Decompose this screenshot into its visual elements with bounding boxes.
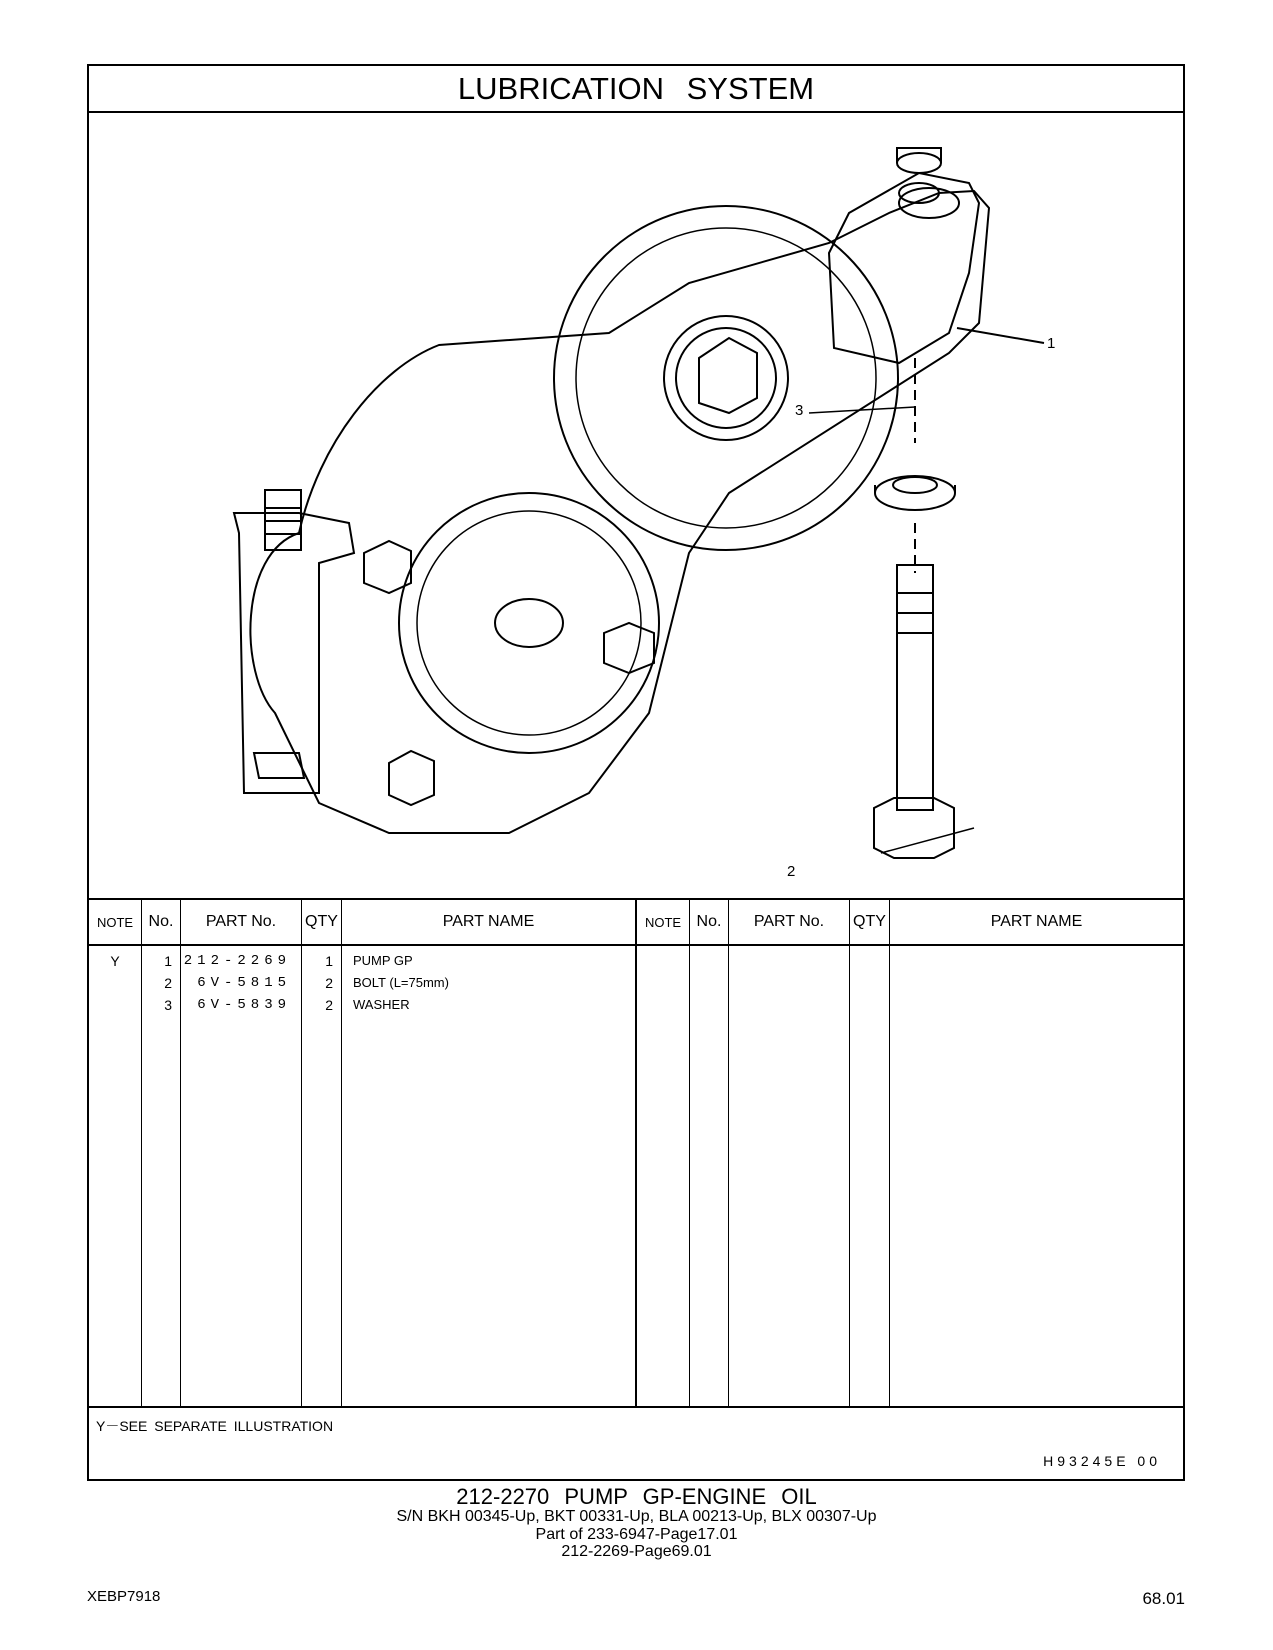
- col-partname-right: [890, 900, 1183, 1406]
- col-qty-right: [850, 900, 890, 1406]
- caption-title: 212-2270 PUMP GP-ENGINE OIL: [456, 1484, 817, 1509]
- header-no: No.: [142, 900, 180, 946]
- section-title: LUBRICATION SYSTEM: [89, 66, 1183, 113]
- row-1-part-name: PUMP GP: [353, 953, 413, 968]
- caption-ref: 212-2269-Page69.01: [561, 1543, 712, 1560]
- callout-2: 2: [787, 863, 796, 880]
- note-legend: Y－SEE SEPARATE ILLUSTRATION: [96, 1418, 334, 1434]
- header-part-no-right: PART No.: [729, 900, 849, 946]
- caption-part-of: Part of 233-6947-Page17.01: [535, 1526, 738, 1543]
- document-id: XEBP7918: [87, 1588, 161, 1605]
- bolt-head-bottom: [389, 751, 434, 805]
- drawing-id: H93245E 00: [1043, 1453, 1161, 1469]
- row-1-qty: 1: [325, 953, 333, 969]
- bolt-shank: [897, 565, 933, 810]
- header-part-no: PART No.: [181, 900, 301, 946]
- col-qty-left: [302, 900, 342, 1406]
- col-no-left: [142, 900, 181, 1406]
- row-2-qty: 2: [325, 975, 333, 991]
- col-no-right: [690, 900, 729, 1406]
- bolt-head: [874, 798, 954, 858]
- footnote-area: [89, 1406, 1183, 1481]
- callout-3: 3: [795, 402, 804, 419]
- row-3-note: [89, 994, 141, 1016]
- row-1-note: Y: [110, 953, 120, 969]
- row-3-part-no: 6V-5839: [197, 997, 291, 1013]
- caption-serials: S/N BKH 00345-Up, BKT 00331-Up, BLA 00213-Up, BLX 00307-Up: [396, 1508, 877, 1525]
- row-3-no: 3: [164, 997, 172, 1013]
- mounting-boss: [829, 173, 979, 363]
- header-qty: QTY: [302, 900, 341, 946]
- row-3-part-name: WASHER: [353, 997, 410, 1012]
- bolt-head-right: [604, 623, 654, 673]
- row-1-part-no: 212-2269: [183, 953, 291, 969]
- row-2-note: [89, 972, 141, 994]
- row-2-part-name: BOLT (L=75mm): [353, 975, 449, 990]
- row-2-no: 2: [164, 975, 172, 991]
- col-note-left: [89, 900, 142, 1406]
- col-note-right: [637, 900, 690, 1406]
- parts-page-frame: [87, 64, 1185, 1481]
- pump-illustration: [89, 113, 1183, 900]
- row-3-qty: 2: [325, 997, 333, 1013]
- col-partno-right: [729, 900, 850, 1406]
- row-2-part-no: 6V-5815: [197, 975, 291, 991]
- header-qty-right: QTY: [850, 900, 889, 946]
- gear-nut: [699, 338, 757, 413]
- row-1-no: 1: [164, 953, 172, 969]
- header-no-right: No.: [690, 900, 728, 946]
- callout-1: 1: [1047, 335, 1056, 352]
- header-part-name-right: PART NAME: [890, 900, 1183, 946]
- col-partname-left: [342, 900, 637, 1406]
- header-part-name: PART NAME: [342, 900, 635, 946]
- small-gear: [399, 493, 659, 753]
- bolt-head-left: [364, 541, 411, 593]
- parts-table: [89, 898, 1183, 1406]
- header-note: NOTE: [89, 900, 141, 946]
- page-number: 68.01: [1142, 1589, 1185, 1608]
- header-note-right: NOTE: [637, 900, 689, 946]
- col-partno-left: [181, 900, 302, 1406]
